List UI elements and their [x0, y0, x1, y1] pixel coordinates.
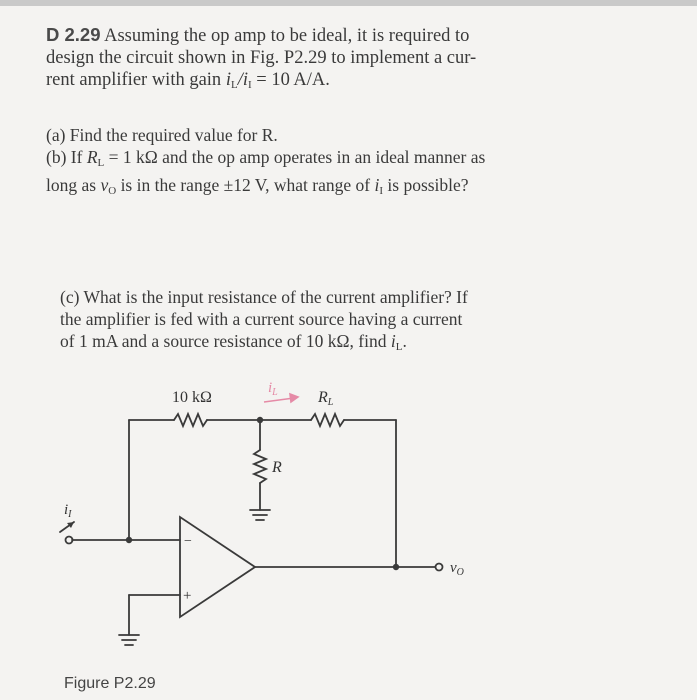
problem-text-1: Assuming the op amp to be ideal, it is required to: [104, 26, 470, 46]
problem-line-2: design the circuit shown in Fig. P2.29 to implement a cur-: [46, 48, 477, 68]
part-c-text-a: of 1 mA and a source resistance of 10 kΩ, find: [60, 331, 391, 351]
problem-text-3: rent amplifier with gain: [46, 70, 226, 90]
label-ii: [64, 502, 72, 520]
part-b-text-c: is possible?: [383, 175, 469, 195]
circuit-diagram: [0, 370, 697, 670]
part-b-ii-sub: I: [379, 185, 384, 197]
resistor-rl: [311, 414, 344, 426]
junction-output: [393, 564, 399, 570]
label-ii-main: i: [64, 502, 69, 518]
part-b-line-2: [46, 174, 646, 202]
label-10k: 10 kΩ: [172, 389, 212, 406]
problem-line-1: [46, 24, 646, 47]
gain-il-sub: L: [230, 79, 238, 91]
part-b-line-1: [46, 146, 646, 174]
part-b-text-b: is in the range ±12 V, what range of: [116, 175, 375, 195]
gain-il: i: [225, 70, 231, 90]
label-il-sub: L: [272, 387, 278, 398]
gain-ii-sub: I: [247, 79, 252, 91]
il-arrow-line: [264, 398, 294, 402]
junction-r: [257, 417, 263, 423]
label-rl-main: R: [318, 389, 328, 406]
resistor-r: [254, 450, 266, 483]
figure-caption: Figure P2.29: [64, 675, 156, 692]
part-a: (a) Find the required value for R.: [46, 125, 278, 145]
label-vo-sub: O: [456, 567, 464, 578]
resistor-10k: [174, 414, 207, 426]
il-arrow-head: [290, 394, 298, 402]
part-c-text-b: .: [402, 331, 407, 351]
problem-number: D 2.29: [46, 24, 101, 45]
parts-ab: [46, 124, 646, 202]
part-b-mid: = 1 kΩ and the op amp operates in an ideal manner as: [104, 147, 486, 167]
junction-input: [126, 537, 132, 543]
label-il-main: i: [268, 380, 273, 396]
part-b-prefix: (b) If: [46, 147, 87, 167]
minus-sign: −: [184, 534, 192, 549]
part-b-ii: i: [374, 175, 380, 195]
part-b-text-a: long as: [46, 175, 101, 195]
label-il: [268, 380, 278, 398]
part-b-rl-sub: L: [97, 157, 105, 169]
label-rl-sub: L: [327, 397, 334, 408]
gain-ii: /i: [237, 70, 248, 90]
label-ii-sub: I: [68, 509, 72, 520]
label-rl: [317, 389, 334, 408]
plus-sign: +: [183, 588, 192, 604]
part-b-vo-sub: O: [108, 185, 117, 197]
label-vo-main: v: [450, 560, 457, 576]
part-c-line-1: (c) What is the input resistance of the current amplifier? If: [60, 287, 468, 307]
part-b-vo: v: [100, 175, 109, 195]
label-r: R: [272, 459, 282, 476]
output-terminal: [436, 564, 443, 571]
part-c-line-3: [60, 330, 640, 358]
label-vo: [450, 560, 464, 578]
problem-line-3: [46, 69, 646, 96]
problem-statement: [46, 24, 646, 96]
top-border: [0, 0, 697, 6]
part-c-il: i: [390, 331, 396, 351]
part-c: [60, 286, 640, 358]
part-c-il-sub: L: [395, 341, 403, 353]
part-b-rl: R: [86, 147, 98, 167]
part-c-line-2: the amplifier is fed with a current source having a current: [60, 309, 463, 329]
gain-value: = 10 A/A.: [251, 70, 330, 90]
